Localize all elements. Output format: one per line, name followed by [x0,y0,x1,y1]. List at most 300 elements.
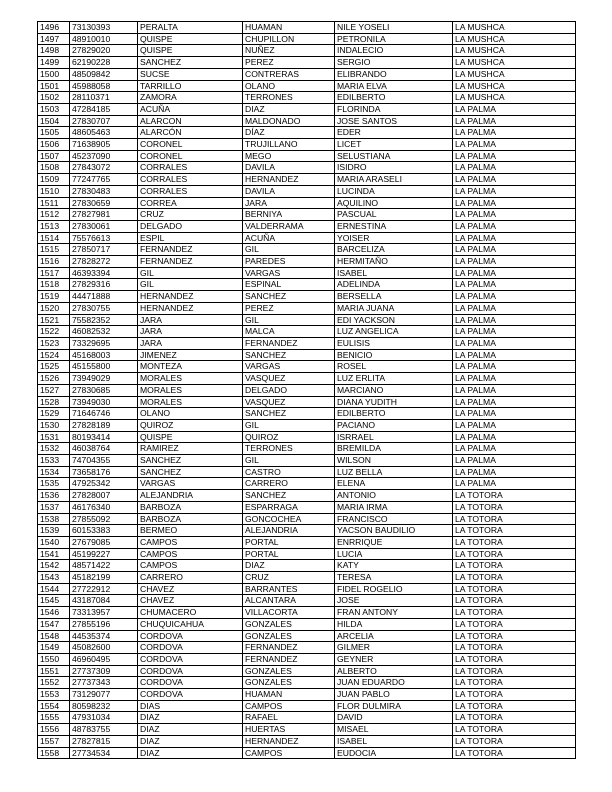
table-row [38,302,576,314]
dni-cell: 75576613 [70,232,138,244]
given-names-cell: ALBERTO [335,665,453,677]
given-names-cell: JOSE SANTOS [335,115,453,127]
locality-cell: LA TOTORA [453,572,576,584]
dni-cell: 45199227 [70,548,138,560]
first-surname-cell: SUCSE [138,68,243,80]
given-names-cell: PASCUAL [335,209,453,221]
row-number-cell: 1557 [38,735,70,747]
row-number-cell: 1533 [38,455,70,467]
row-number-cell: 1518 [38,279,70,291]
row-number-cell: 1525 [38,361,70,373]
locality-cell: LA TOTORA [453,653,576,665]
locality-cell: LA PALMA [453,256,576,268]
locality-cell: LA PALMA [453,185,576,197]
table-row [38,653,576,665]
table-row [38,735,576,747]
table-row [38,665,576,677]
given-names-cell: PACIANO [335,419,453,431]
first-surname-cell: PERALTA [138,22,243,34]
given-names-cell: ADELINDA [335,279,453,291]
locality-cell: LA PALMA [453,127,576,139]
first-surname-cell: ALEJANDRIA [138,490,243,502]
second-surname-cell: OLANO [243,80,335,92]
dni-cell: 46176340 [70,501,138,513]
first-surname-cell: ALARCON [138,115,243,127]
first-surname-cell: JARA [138,314,243,326]
second-surname-cell: FERNANDEZ [243,337,335,349]
second-surname-cell: CAMPOS [243,747,335,759]
given-names-cell: LICET [335,139,453,151]
table-row [38,256,576,268]
dni-cell: 73130393 [70,22,138,34]
row-number-cell: 1519 [38,291,70,303]
second-surname-cell: ESPARRAGA [243,501,335,513]
first-surname-cell: ZAMORA [138,92,243,104]
given-names-cell: BENICIO [335,349,453,361]
given-names-cell: MARIA IRMA [335,501,453,513]
table-row [38,209,576,221]
first-surname-cell: FERNANDEZ [138,244,243,256]
locality-cell: LA TOTORA [453,677,576,689]
table-row [38,244,576,256]
given-names-cell: YOISER [335,232,453,244]
second-surname-cell: BARRANTES [243,583,335,595]
second-surname-cell: DAVILA [243,185,335,197]
table-row [38,501,576,513]
table-row [38,595,576,607]
locality-cell: LA MUSHCA [453,80,576,92]
row-number-cell: 1496 [38,22,70,34]
table-row [38,712,576,724]
second-surname-cell: VASQUEZ [243,373,335,385]
first-surname-cell: MONTEZA [138,361,243,373]
first-surname-cell: MORALES [138,373,243,385]
dni-cell: 45082600 [70,642,138,654]
given-names-cell: WILSON [335,455,453,467]
first-surname-cell: CAMPOS [138,536,243,548]
second-surname-cell: SANCHEZ [243,291,335,303]
row-number-cell: 1513 [38,220,70,232]
dni-cell: 73658176 [70,466,138,478]
dni-cell: 27827815 [70,735,138,747]
second-surname-cell: MEGO [243,150,335,162]
row-number-cell: 1554 [38,700,70,712]
second-surname-cell: JARA [243,197,335,209]
second-surname-cell: CHUPILLON [243,33,335,45]
first-surname-cell: CORDOVA [138,689,243,701]
table-row [38,150,576,162]
given-names-cell: MARIA JUANA [335,302,453,314]
table-row [38,583,576,595]
dni-cell: 45237090 [70,150,138,162]
second-surname-cell: VASQUEZ [243,396,335,408]
row-number-cell: 1551 [38,665,70,677]
second-surname-cell: DELGADO [243,384,335,396]
row-number-cell: 1528 [38,396,70,408]
row-number-cell: 1504 [38,115,70,127]
given-names-cell: FIDEL ROGELIO [335,583,453,595]
row-number-cell: 1522 [38,326,70,338]
row-number-cell: 1507 [38,150,70,162]
second-surname-cell: VALDERRAMA [243,220,335,232]
row-number-cell: 1545 [38,595,70,607]
first-surname-cell: DIAZ [138,735,243,747]
table-row [38,232,576,244]
given-names-cell: JOSE [335,595,453,607]
first-surname-cell: CORONEL [138,139,243,151]
table-row [38,162,576,174]
given-names-cell: EULISIS [335,337,453,349]
row-number-cell: 1514 [38,232,70,244]
row-number-cell: 1506 [38,139,70,151]
first-surname-cell: CORDOVA [138,665,243,677]
locality-cell: LA PALMA [453,302,576,314]
given-names-cell: HERMITAÑO [335,256,453,268]
given-names-cell: JUAN PABLO [335,689,453,701]
first-surname-cell: CORDOVA [138,653,243,665]
first-surname-cell: CORDOVA [138,630,243,642]
locality-cell: LA PALMA [453,361,576,373]
locality-cell: LA MUSHCA [453,92,576,104]
locality-cell: LA PALMA [453,384,576,396]
dni-cell: 27737309 [70,665,138,677]
given-names-cell: SERGIO [335,57,453,69]
row-number-cell: 1549 [38,642,70,654]
given-names-cell: INDALECIO [335,45,453,57]
row-number-cell: 1527 [38,384,70,396]
given-names-cell: KATY [335,560,453,572]
given-names-cell: ROSEL [335,361,453,373]
second-surname-cell: VARGAS [243,267,335,279]
first-surname-cell: CORREA [138,197,243,209]
dni-cell: 27828189 [70,419,138,431]
dni-cell: 74704355 [70,455,138,467]
first-surname-cell: BARBOZA [138,513,243,525]
table-row [38,267,576,279]
row-number-cell: 1497 [38,33,70,45]
table-row [38,57,576,69]
dni-cell: 28110371 [70,92,138,104]
dni-cell: 44535374 [70,630,138,642]
dni-cell: 80193414 [70,431,138,443]
locality-cell: LA TOTORA [453,607,576,619]
second-surname-cell: GIL [243,455,335,467]
row-number-cell: 1498 [38,45,70,57]
row-number-cell: 1523 [38,337,70,349]
first-surname-cell: CORDOVA [138,642,243,654]
table-row [38,455,576,467]
locality-cell: LA TOTORA [453,583,576,595]
second-surname-cell: HUAMAN [243,22,335,34]
first-surname-cell: CORONEL [138,150,243,162]
row-number-cell: 1529 [38,408,70,420]
row-number-cell: 1502 [38,92,70,104]
given-names-cell: MARCIANO [335,384,453,396]
locality-cell: LA PALMA [453,115,576,127]
locality-cell: LA TOTORA [453,501,576,513]
dni-cell: 27830707 [70,115,138,127]
table-row [38,185,576,197]
second-surname-cell: SANCHEZ [243,490,335,502]
locality-cell: LA TOTORA [453,700,576,712]
locality-cell: LA PALMA [453,373,576,385]
given-names-cell: NILE YOSELI [335,22,453,34]
first-surname-cell: HERNANDEZ [138,291,243,303]
first-surname-cell: CARRERO [138,572,243,584]
dni-cell: 27827981 [70,209,138,221]
locality-cell: LA PALMA [453,162,576,174]
second-surname-cell: GONCOCHEA [243,513,335,525]
second-surname-cell: RAFAEL [243,712,335,724]
table-row [38,291,576,303]
first-surname-cell: QUISPE [138,33,243,45]
table-row [38,337,576,349]
table-row [38,490,576,502]
row-number-cell: 1543 [38,572,70,584]
dni-cell: 27850717 [70,244,138,256]
first-surname-cell: SANCHEZ [138,455,243,467]
given-names-cell: ISABEL [335,735,453,747]
second-surname-cell: GONZALES [243,630,335,642]
row-number-cell: 1500 [38,68,70,80]
given-names-cell: PETRONILA [335,33,453,45]
second-surname-cell: ACUÑA [243,232,335,244]
second-surname-cell: ESPINAL [243,279,335,291]
first-surname-cell: TARRILLO [138,80,243,92]
second-surname-cell: VARGAS [243,361,335,373]
table-row [38,314,576,326]
table-row [38,419,576,431]
given-names-cell: AQUILINO [335,197,453,209]
row-number-cell: 1552 [38,677,70,689]
first-surname-cell: MORALES [138,384,243,396]
table-row [38,33,576,45]
table-row [38,115,576,127]
dni-cell: 47925342 [70,478,138,490]
table-row [38,677,576,689]
table-row [38,548,576,560]
table-row [38,513,576,525]
table-row [38,361,576,373]
locality-cell: LA PALMA [453,466,576,478]
dni-cell: 80598232 [70,700,138,712]
row-number-cell: 1499 [38,57,70,69]
locality-cell: LA PALMA [453,139,576,151]
locality-cell: LA PALMA [453,197,576,209]
locality-cell: LA TOTORA [453,525,576,537]
row-number-cell: 1548 [38,630,70,642]
first-surname-cell: QUISPE [138,45,243,57]
row-number-cell: 1515 [38,244,70,256]
given-names-cell: ISABEL [335,267,453,279]
second-surname-cell: CARRERO [243,478,335,490]
dni-cell: 73949030 [70,396,138,408]
first-surname-cell: CORDOVA [138,677,243,689]
given-names-cell: LUCIA [335,548,453,560]
given-names-cell: ERNESTINA [335,220,453,232]
locality-cell: LA PALMA [453,291,576,303]
first-surname-cell: RAMIREZ [138,443,243,455]
second-surname-cell: HERNANDEZ [243,174,335,186]
given-names-cell: GEYNER [335,653,453,665]
second-surname-cell: GIL [243,244,335,256]
first-surname-cell: ESPIL [138,232,243,244]
given-names-cell: LUZ BELLA [335,466,453,478]
dni-cell: 27843072 [70,162,138,174]
second-surname-cell: GONZALES [243,677,335,689]
dni-cell: 45182199 [70,572,138,584]
given-names-cell: BARCELIZA [335,244,453,256]
first-surname-cell: QUISPE [138,431,243,443]
given-names-cell: EDILBERTO [335,408,453,420]
dni-cell: 27679085 [70,536,138,548]
given-names-cell: ELIBRANDO [335,68,453,80]
first-surname-cell: OLANO [138,408,243,420]
first-surname-cell: CORRALES [138,162,243,174]
first-surname-cell: FERNANDEZ [138,256,243,268]
locality-cell: LA PALMA [453,349,576,361]
second-surname-cell: CONTRERAS [243,68,335,80]
given-names-cell: FLORINDA [335,103,453,115]
second-surname-cell: PAREDES [243,256,335,268]
row-number-cell: 1539 [38,525,70,537]
row-number-cell: 1541 [38,548,70,560]
row-number-cell: 1546 [38,607,70,619]
locality-cell: LA PALMA [453,443,576,455]
row-number-cell: 1534 [38,466,70,478]
first-surname-cell: CRUZ [138,209,243,221]
locality-cell: LA TOTORA [453,642,576,654]
row-number-cell: 1516 [38,256,70,268]
locality-cell: LA MUSHCA [453,57,576,69]
locality-cell: LA TOTORA [453,747,576,759]
given-names-cell: FRAN ANTONY [335,607,453,619]
given-names-cell: EDILBERTO [335,92,453,104]
second-surname-cell: FERNANDEZ [243,653,335,665]
row-number-cell: 1508 [38,162,70,174]
second-surname-cell: TRUJILLANO [243,139,335,151]
locality-cell: LA MUSHCA [453,68,576,80]
first-surname-cell: JARA [138,337,243,349]
dni-cell: 27830685 [70,384,138,396]
dni-cell: 27734534 [70,747,138,759]
row-number-cell: 1553 [38,689,70,701]
dni-cell: 73329695 [70,337,138,349]
dni-cell: 47931034 [70,712,138,724]
given-names-cell: FLOR DULMIRA [335,700,453,712]
table-row [38,127,576,139]
row-number-cell: 1517 [38,267,70,279]
row-number-cell: 1558 [38,747,70,759]
dni-cell: 48783755 [70,724,138,736]
dni-cell: 73129077 [70,689,138,701]
given-names-cell: ISRRAEL [335,431,453,443]
given-names-cell: EDER [335,127,453,139]
locality-cell: LA TOTORA [453,630,576,642]
second-surname-cell: BERNIYA [243,209,335,221]
locality-cell: LA PALMA [453,174,576,186]
second-surname-cell: FERNANDEZ [243,642,335,654]
locality-cell: LA PALMA [453,408,576,420]
locality-cell: LA TOTORA [453,724,576,736]
dni-cell: 27830755 [70,302,138,314]
given-names-cell: LUCINDA [335,185,453,197]
dni-cell: 27830483 [70,185,138,197]
first-surname-cell: CAMPOS [138,560,243,572]
dni-cell: 71638905 [70,139,138,151]
locality-cell: LA PALMA [453,244,576,256]
given-names-cell: ELENA [335,478,453,490]
dni-cell: 27855196 [70,618,138,630]
dni-cell: 27830659 [70,197,138,209]
table-row [38,384,576,396]
given-names-cell: TERESA [335,572,453,584]
first-surname-cell: DIAZ [138,747,243,759]
first-surname-cell: ALARCÓN [138,127,243,139]
locality-cell: LA TOTORA [453,665,576,677]
dni-cell: 48910010 [70,33,138,45]
first-surname-cell: VARGAS [138,478,243,490]
dni-cell: 46082532 [70,326,138,338]
table-row [38,607,576,619]
dni-cell: 45988058 [70,80,138,92]
table-row [38,689,576,701]
row-number-cell: 1555 [38,712,70,724]
second-surname-cell: TERRONES [243,92,335,104]
dni-cell: 27830061 [70,220,138,232]
second-surname-cell: SANCHEZ [243,349,335,361]
given-names-cell: BREMILDA [335,443,453,455]
first-surname-cell: SANCHEZ [138,57,243,69]
first-surname-cell: CORRALES [138,174,243,186]
beneficiary-table [37,21,576,759]
locality-cell: LA PALMA [453,419,576,431]
row-number-cell: 1536 [38,490,70,502]
first-surname-cell: ACUÑA [138,103,243,115]
second-surname-cell: DIAZ [243,560,335,572]
given-names-cell: ISIDRO [335,162,453,174]
dni-cell: 77247765 [70,174,138,186]
dni-cell: 43187084 [70,595,138,607]
dni-cell: 46038764 [70,443,138,455]
dni-cell: 73949029 [70,373,138,385]
locality-cell: LA TOTORA [453,595,576,607]
row-number-cell: 1547 [38,618,70,630]
row-number-cell: 1531 [38,431,70,443]
second-surname-cell: ALCANTARA [243,595,335,607]
table-row [38,349,576,361]
table-row [38,630,576,642]
locality-cell: LA TOTORA [453,618,576,630]
second-surname-cell: VILLACORTA [243,607,335,619]
table-row [38,443,576,455]
table-row [38,92,576,104]
given-names-cell: MARIA ARASELI [335,174,453,186]
second-surname-cell: DIAZ [243,103,335,115]
first-surname-cell: JIMENEZ [138,349,243,361]
table-row [38,560,576,572]
second-surname-cell: DAVILA [243,162,335,174]
dni-cell: 47284185 [70,103,138,115]
row-number-cell: 1535 [38,478,70,490]
locality-cell: LA TOTORA [453,513,576,525]
locality-cell: LA TOTORA [453,689,576,701]
locality-cell: LA MUSHCA [453,45,576,57]
table-row [38,174,576,186]
table-row [38,700,576,712]
second-surname-cell: CASTRO [243,466,335,478]
locality-cell: LA TOTORA [453,560,576,572]
